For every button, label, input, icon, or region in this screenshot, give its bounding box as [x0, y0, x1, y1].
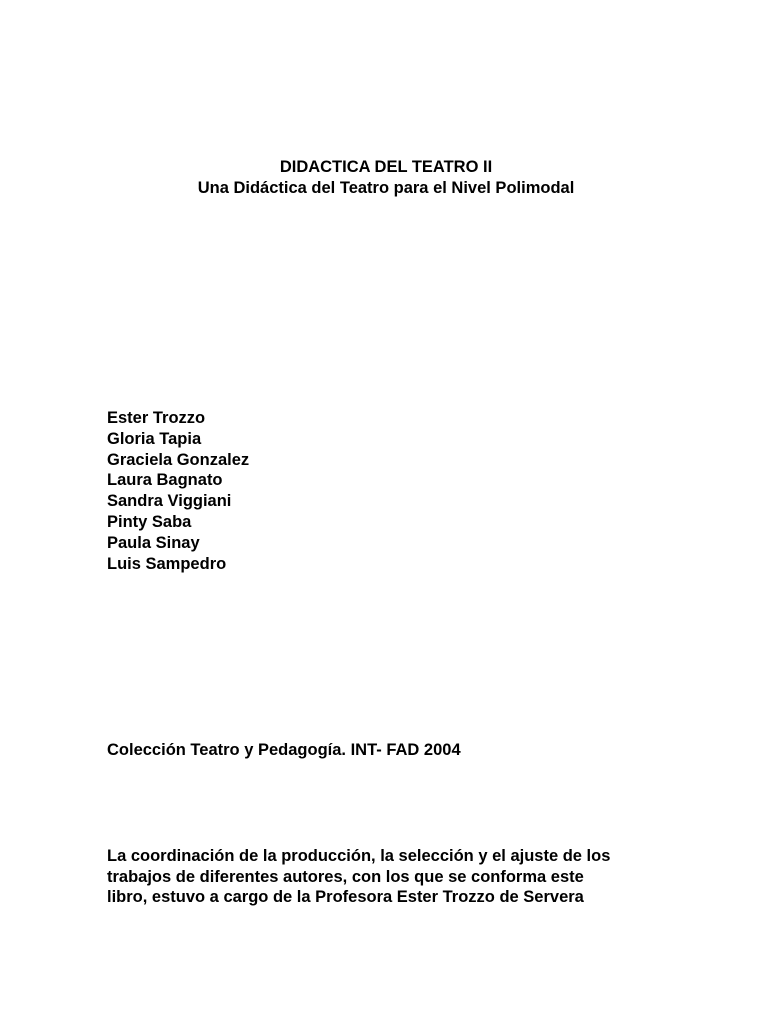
paragraph-line: libro, estuvo a cargo de la Profesora Ester Trozzo de Servera [107, 888, 584, 907]
author-name: Ester Trozzo [107, 409, 206, 427]
collection-line: Colección Teatro y Pedagogía. INT- FAD 2004 [107, 741, 461, 759]
author-name: Luis Sampedro [107, 554, 227, 573]
author-name: Gloria Tapia [107, 429, 202, 448]
author-name: Graciela Gonzalez [107, 450, 250, 469]
title-block [0, 157, 768, 198]
author-list [107, 408, 249, 574]
author-name: Laura Bagnato [107, 471, 223, 490]
paragraph-line: trabajos de diferentes autores, con los que se conforma este [107, 867, 584, 886]
coordination-paragraph [107, 846, 610, 908]
author-name: Pinty Saba [107, 512, 192, 531]
document-title: DIDACTICA DEL TEATRO II [279, 158, 493, 176]
document-subtitle: Una Didáctica del Teatro para el Nivel Polimodal [197, 178, 575, 197]
author-name: Sandra Viggiani [107, 492, 232, 511]
author-name: Paula Sinay [107, 533, 200, 552]
paragraph-line: La coordinación de la producción, la selección y el ajuste de los [107, 847, 611, 865]
